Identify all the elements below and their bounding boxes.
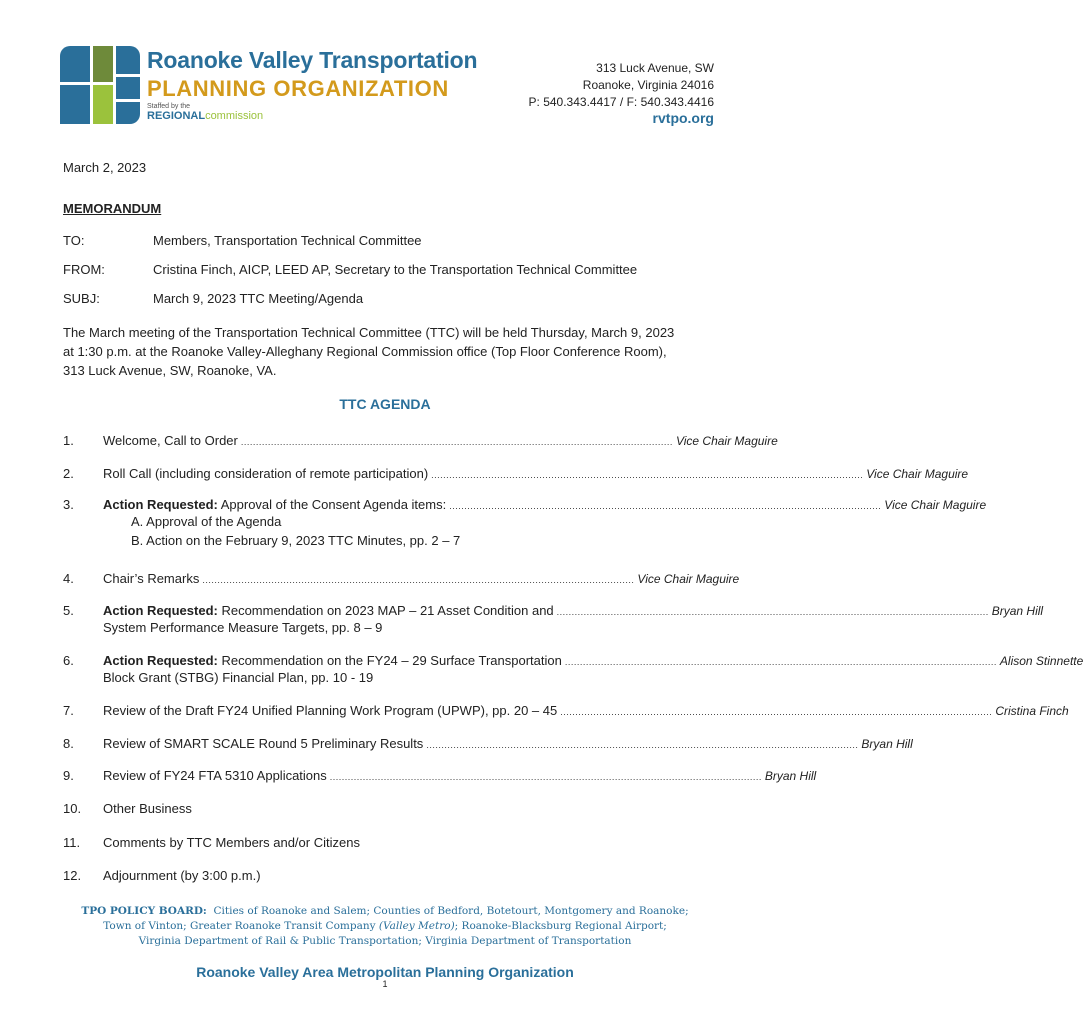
org-name-line2: PLANNING ORGANIZATION	[147, 76, 449, 101]
agenda-item-num: 7.	[63, 703, 74, 718]
agenda-item-presenter: Vice Chair Maguire	[866, 467, 969, 481]
agenda-item-label: Review of the Draft FY24 Unified Planning Work Program (UPWP), pp. 20 – 45	[103, 703, 558, 718]
agenda-item-num: 1.	[63, 433, 74, 448]
leader-dots: ................................................................................................................................................	[426, 740, 859, 750]
sub-item: A. Approval of the Agenda	[131, 514, 282, 529]
leader-dots: ................................................................................................................................................	[240, 437, 673, 447]
action-requested: Action Requested:	[103, 653, 218, 668]
leader-dots: ................................................................................................................................................	[449, 501, 882, 511]
agenda-item	[103, 736, 913, 751]
agenda-item-label: Roll Call (including consideration of remote participation)	[103, 466, 429, 481]
agenda-item	[103, 653, 1083, 668]
phone-fax: P: 540.343.4417 / F: 540.343.4416	[528, 95, 714, 109]
memo-body	[63, 323, 718, 380]
agenda-item-num: 10.	[63, 801, 82, 816]
agenda-item-label: Adjournment (by 3:00 p.m.)	[103, 868, 261, 883]
agenda-item-presenter: Bryan Hill	[991, 604, 1044, 618]
agenda-item	[103, 433, 778, 448]
policy-board-line2b: ; Roanoke-Blacksburg Regional Airport;	[454, 920, 667, 932]
leader-dots: ................................................................................................................................................	[564, 657, 997, 667]
agenda-item-label: Chair’s Remarks	[103, 571, 200, 586]
regional-word: REGIONAL	[147, 110, 206, 122]
agenda-item-num: 5.	[63, 603, 74, 618]
agenda-item-label: Review of FY24 FTA 5310 Applications	[103, 768, 327, 783]
memo-body-line1: The March meeting of the Transportation Technical Committee (TTC) will be held Thursday, March 9, 2023	[63, 325, 675, 340]
to-value: Members, Transportation Technical Committee	[153, 233, 422, 248]
agenda-item	[103, 497, 987, 512]
agenda-item-presenter: Alison Stinnette	[999, 654, 1083, 668]
agenda-item-continuation: System Performance Measure Targets, pp. 8 – 9	[103, 620, 383, 635]
agenda-item	[103, 466, 969, 481]
agenda-item-label	[103, 497, 446, 512]
agenda-item-num: 3.	[63, 497, 74, 512]
agenda-item-num: 12.	[63, 868, 82, 883]
policy-board-line3: Virginia Department of Rail & Public Transportation; Virginia Department of Transportation	[138, 935, 632, 947]
agenda-item-presenter: Cristina Finch	[995, 704, 1069, 718]
agenda-item-label: Other Business	[103, 801, 192, 816]
commission-word: commission	[205, 110, 264, 122]
agenda-item-label: Comments by TTC Members and/or Citizens	[103, 835, 360, 850]
from-label: FROM:	[63, 262, 105, 277]
agenda-item-num: 11.	[63, 835, 81, 850]
memo-body-line3: 313 Luck Avenue, SW, Roanoke, VA.	[63, 363, 277, 378]
address-line2: Roanoke, Virginia 24016	[582, 78, 714, 92]
agenda-item-text: Approval of the Consent Agenda items:	[217, 497, 447, 512]
agenda-item	[103, 768, 817, 783]
footer-org: Roanoke Valley Area Metropolitan Planning Organization	[196, 964, 574, 980]
leader-dots: ................................................................................................................................................	[431, 470, 864, 480]
agenda-item-text: Recommendation on 2023 MAP – 21 Asset Condition and	[217, 603, 554, 618]
page-number: 1	[382, 979, 388, 989]
policy-board-italic: (Valley Metro)	[378, 920, 455, 932]
agenda-item	[103, 801, 708, 816]
leader-dots: ................................................................................................................................................	[556, 607, 989, 617]
regional-commission	[147, 110, 263, 122]
agenda-item-presenter: Vice Chair Maguire	[637, 572, 740, 586]
agenda-item-num: 6.	[63, 653, 74, 668]
agenda-item	[103, 571, 740, 586]
agenda-item-label: Review of SMART SCALE Round 5 Preliminary Results	[103, 736, 424, 751]
leader-dots: ................................................................................................................................................	[560, 707, 993, 717]
agenda-item	[103, 603, 1044, 618]
agenda-item-presenter: Bryan Hill	[764, 769, 817, 783]
address-block	[529, 60, 714, 111]
subj-value: March 9, 2023 TTC Meeting/Agenda	[153, 291, 364, 306]
leader-dots: ................................................................................................................................................	[329, 772, 762, 782]
agenda-item-label	[103, 603, 554, 618]
leader-dots: ................................................................................................................................................	[202, 575, 635, 585]
agenda-item-text: Recommendation on the FY24 – 29 Surface Transportation	[217, 653, 562, 668]
subj-label: SUBJ:	[63, 291, 100, 306]
agenda-item-num: 8.	[63, 736, 74, 751]
policy-board-line2a: Town of Vinton; Greater Roanoke Transit Company	[103, 920, 379, 932]
memo-date: March 2, 2023	[63, 160, 147, 175]
agenda-item	[103, 835, 708, 850]
website-link[interactable]: rvtpo.org	[652, 110, 714, 126]
agenda-item-presenter: Vice Chair Maguire	[675, 434, 778, 448]
staffed-by: Staffed by the	[147, 103, 191, 110]
agenda-item-label	[103, 653, 562, 668]
policy-board-line1: Cities of Roanoke and Salem; Counties of Bedford, Botetourt, Montgomery and Roanoke;	[213, 905, 689, 917]
agenda-item	[103, 868, 708, 883]
action-requested: Action Requested:	[103, 603, 218, 618]
memo-heading: MEMORANDUM	[63, 201, 162, 216]
from-value: Cristina Finch, AICP, LEED AP, Secretary to the Transportation Technical Committee	[153, 262, 638, 277]
agenda-item-presenter: Bryan Hill	[861, 737, 913, 751]
agenda-item-num: 2.	[63, 466, 74, 481]
agenda-title: TTC AGENDA	[339, 396, 431, 412]
agenda-item-presenter: Vice Chair Maguire	[884, 498, 987, 512]
memo-body-line2: at 1:30 p.m. at the Roanoke Valley-Alleghany Regional Commission office (Top Floor Conference Room),	[63, 344, 667, 359]
rvtpo-logo	[60, 46, 140, 124]
action-requested: Action Requested:	[103, 497, 218, 512]
to-label: TO:	[63, 233, 85, 248]
agenda-item-continuation: Block Grant (STBG) Financial Plan, pp. 10 - 19	[103, 670, 374, 685]
policy-board	[0, 904, 770, 949]
org-name-line1: Roanoke Valley Transportation	[147, 47, 478, 73]
agenda-item-num: 4.	[63, 571, 74, 586]
agenda-item-num: 9.	[63, 768, 74, 783]
agenda-item-label: Welcome, Call to Order	[103, 433, 238, 448]
agenda-item	[103, 703, 1069, 718]
policy-board-label: TPO POLICY BOARD:	[81, 905, 207, 917]
sub-item: B. Action on the February 9, 2023 TTC Minutes, pp. 2 – 7	[131, 533, 461, 548]
address-line1: 313 Luck Avenue, SW	[596, 61, 714, 75]
